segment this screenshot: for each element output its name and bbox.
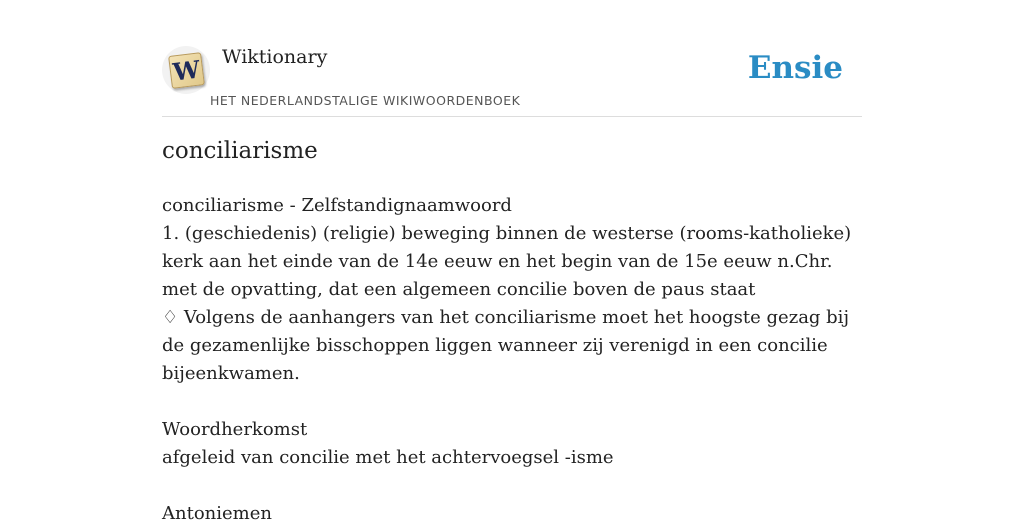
ensie-brand-logo[interactable]: Ensie: [747, 50, 843, 86]
logo-tile: W: [168, 52, 205, 89]
entry-heading: conciliarisme - Zelfstandignaamwoord: [162, 195, 512, 216]
site-name[interactable]: Wiktionary: [222, 46, 328, 68]
page-title: conciliarisme: [162, 138, 318, 164]
spacer: [162, 388, 862, 416]
antonyms-heading: Antoniemen: [162, 503, 272, 524]
example-sentence: ♢ Volgens de aanhangers van het conciliarisme moet het hoogste gezag bij de gezamenlijke bisschoppen liggen wanneer zij verenigd in een concilie bijeenkwamen.: [162, 307, 850, 384]
etymology-heading: Woordherkomst: [162, 419, 308, 440]
spacer: [162, 472, 862, 500]
entry-content: [162, 192, 862, 528]
etymology-text: afgeleid van concilie met het achtervoegsel -isme: [162, 447, 614, 468]
site-tagline: HET NEDERLANDSTALIGE WIKIWOORDENBOEK: [210, 93, 521, 108]
definition: 1. (geschiedenis) (religie) beweging binnen de westerse (rooms-katholieke) kerk aan het einde van de 14e eeuw en het begin van de 15e eeuw n.Chr. met de opvatting, dat een algemeen concilie boven de paus staat: [162, 223, 852, 300]
wiktionary-logo-icon[interactable]: [162, 46, 210, 94]
site-header: [162, 40, 862, 117]
